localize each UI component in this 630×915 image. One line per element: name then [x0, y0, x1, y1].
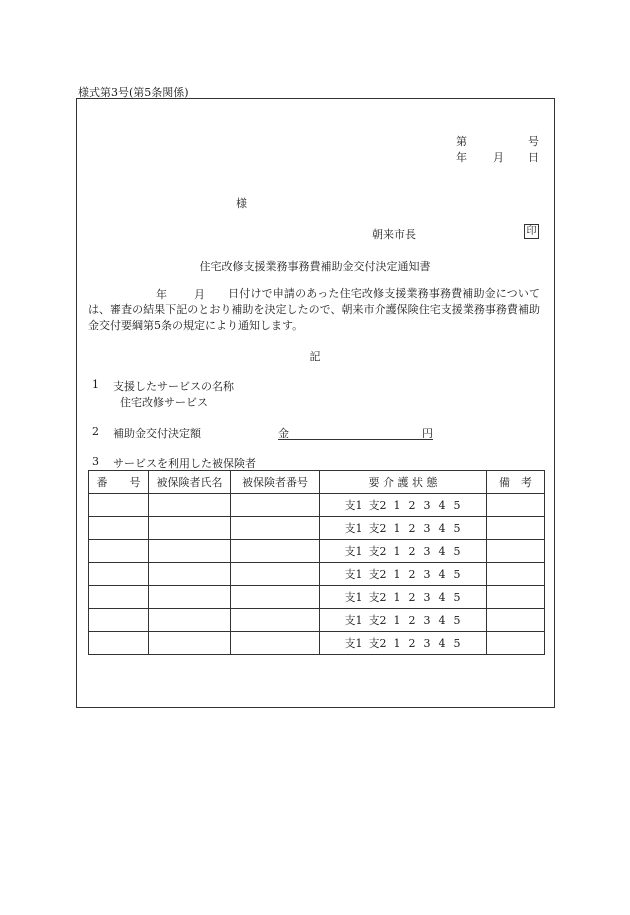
care-option[interactable]: 1	[393, 499, 401, 512]
number-cell[interactable]	[89, 586, 149, 609]
care-option[interactable]: 1	[393, 522, 401, 535]
table-row	[89, 632, 545, 655]
body-year: 年	[156, 288, 167, 301]
care-level-cell	[320, 609, 487, 632]
care-option[interactable]: 支1	[344, 568, 363, 581]
item2-label: 補助金交付決定額	[113, 427, 201, 440]
care-option[interactable]: 支2	[368, 614, 387, 627]
table-row	[89, 563, 545, 586]
item3-number: 3	[92, 455, 99, 468]
care-option[interactable]: 3	[423, 568, 431, 581]
table-row	[89, 494, 545, 517]
body-text-content: 日付けで申請のあった住宅改修支援業務事務費補助金については、審査の結果下記のとおり補助を決定したので、朝来市介護保険住宅支援業務事務費補助金交付要綱第5条の規定により通知します。	[88, 287, 540, 332]
document-title: 住宅改修支援業務事務費補助金交付決定通知書	[199, 260, 431, 273]
care-option[interactable]: 3	[423, 522, 431, 535]
remarks-cell[interactable]	[487, 540, 545, 563]
name-cell[interactable]	[149, 517, 231, 540]
care-option[interactable]: 4	[438, 591, 446, 604]
table-row	[89, 517, 545, 540]
name-cell[interactable]	[149, 540, 231, 563]
number-cell[interactable]	[89, 540, 149, 563]
remarks-cell[interactable]	[487, 517, 545, 540]
item1-value: 住宅改修サービス	[120, 396, 208, 409]
header-number: 番 号	[89, 471, 149, 494]
item1-label: 支援したサービスの名称	[113, 380, 234, 393]
seal-mark: 印	[524, 224, 539, 239]
care-option[interactable]: 2	[408, 499, 416, 512]
care-option[interactable]: 2	[408, 545, 416, 558]
care-level-cell	[320, 632, 487, 655]
insured-number-cell[interactable]	[231, 586, 320, 609]
care-option[interactable]: 支1	[344, 591, 363, 604]
header-remarks: 備 考	[487, 471, 545, 494]
care-option[interactable]: 5	[453, 637, 461, 650]
care-option[interactable]: 支1	[344, 522, 363, 535]
insured-table	[88, 470, 545, 655]
name-cell[interactable]	[149, 609, 231, 632]
date-year: 年	[456, 151, 467, 164]
date-day: 日	[528, 151, 539, 164]
care-level-cell	[320, 494, 487, 517]
number-cell[interactable]	[89, 517, 149, 540]
item2-number: 2	[92, 425, 99, 438]
care-option[interactable]: 2	[408, 637, 416, 650]
care-option[interactable]: 支1	[344, 545, 363, 558]
item3-label: サービスを利用した被保険者	[113, 457, 256, 470]
number-cell[interactable]	[89, 494, 149, 517]
remarks-cell[interactable]	[487, 563, 545, 586]
care-option[interactable]: 3	[423, 545, 431, 558]
care-option[interactable]: 4	[438, 614, 446, 627]
care-level-cell	[320, 540, 487, 563]
ki-heading: 記	[309, 350, 321, 363]
care-option[interactable]: 2	[408, 568, 416, 581]
care-option[interactable]: 5	[453, 499, 461, 512]
care-option[interactable]: 4	[438, 545, 446, 558]
seal-box	[524, 224, 539, 239]
care-level-cell	[320, 586, 487, 609]
header-name: 被保険者氏名	[149, 471, 231, 494]
care-option[interactable]: 3	[423, 637, 431, 650]
care-option[interactable]: 2	[408, 614, 416, 627]
care-option[interactable]: 支1	[344, 637, 363, 650]
header-insured-number: 被保険者番号	[231, 471, 320, 494]
care-level-cell	[320, 563, 487, 586]
date-month: 月	[493, 151, 504, 164]
care-option[interactable]: 支2	[368, 499, 387, 512]
addressee-suffix: 様	[236, 197, 247, 210]
care-option[interactable]: 支2	[368, 545, 387, 558]
care-option[interactable]: 支1	[344, 614, 363, 627]
insured-number-cell[interactable]	[231, 540, 320, 563]
table-row	[89, 586, 545, 609]
care-option[interactable]: 5	[453, 522, 461, 535]
insured-number-cell[interactable]	[231, 609, 320, 632]
care-option[interactable]: 1	[393, 637, 401, 650]
number-cell[interactable]	[89, 632, 149, 655]
care-option[interactable]: 5	[453, 614, 461, 627]
care-option[interactable]: 2	[408, 591, 416, 604]
insured-number-cell[interactable]	[231, 517, 320, 540]
care-option[interactable]: 1	[393, 614, 401, 627]
name-cell[interactable]	[149, 586, 231, 609]
care-option[interactable]: 5	[453, 591, 461, 604]
care-option[interactable]: 1	[393, 591, 401, 604]
remarks-cell[interactable]	[487, 494, 545, 517]
name-cell[interactable]	[149, 563, 231, 586]
body-text	[88, 286, 540, 334]
amount-field	[278, 425, 433, 440]
doc-number-prefix: 第	[456, 135, 467, 148]
remarks-cell[interactable]	[487, 586, 545, 609]
number-cell[interactable]	[89, 563, 149, 586]
care-option[interactable]: 支2	[368, 522, 387, 535]
care-option[interactable]: 3	[423, 591, 431, 604]
care-option[interactable]: 2	[408, 522, 416, 535]
care-option[interactable]: 3	[423, 614, 431, 627]
name-cell[interactable]	[149, 494, 231, 517]
care-option[interactable]: 5	[453, 568, 461, 581]
care-option[interactable]: 3	[423, 499, 431, 512]
table-row	[89, 540, 545, 563]
care-option[interactable]: 支2	[368, 568, 387, 581]
body-month: 月	[194, 288, 205, 301]
form-label: 様式第3号(第5条関係)	[78, 86, 189, 99]
item1-number: 1	[92, 378, 99, 391]
table-row	[89, 609, 545, 632]
remarks-cell[interactable]	[487, 609, 545, 632]
amount-kin: 金	[278, 427, 289, 440]
table-header-row	[89, 471, 545, 494]
care-option[interactable]: 4	[438, 637, 446, 650]
number-cell[interactable]	[89, 609, 149, 632]
insured-number-cell[interactable]	[231, 563, 320, 586]
insured-number-cell[interactable]	[231, 632, 320, 655]
care-level-cell	[320, 517, 487, 540]
issuer: 朝来市長	[372, 228, 416, 241]
care-option[interactable]: 4	[438, 522, 446, 535]
remarks-cell[interactable]	[487, 632, 545, 655]
care-option[interactable]: 支2	[368, 591, 387, 604]
amount-yen: 円	[422, 427, 433, 440]
name-cell[interactable]	[149, 632, 231, 655]
doc-number-suffix: 号	[528, 135, 539, 148]
insured-number-cell[interactable]	[231, 494, 320, 517]
care-option[interactable]: 4	[438, 499, 446, 512]
care-option[interactable]: 支1	[344, 499, 363, 512]
care-option[interactable]: 4	[438, 568, 446, 581]
header-care-level: 要 介 護 状 態	[320, 471, 487, 494]
care-option[interactable]: 1	[393, 568, 401, 581]
care-option[interactable]: 支2	[368, 637, 387, 650]
care-option[interactable]: 5	[453, 545, 461, 558]
care-option[interactable]: 1	[393, 545, 401, 558]
